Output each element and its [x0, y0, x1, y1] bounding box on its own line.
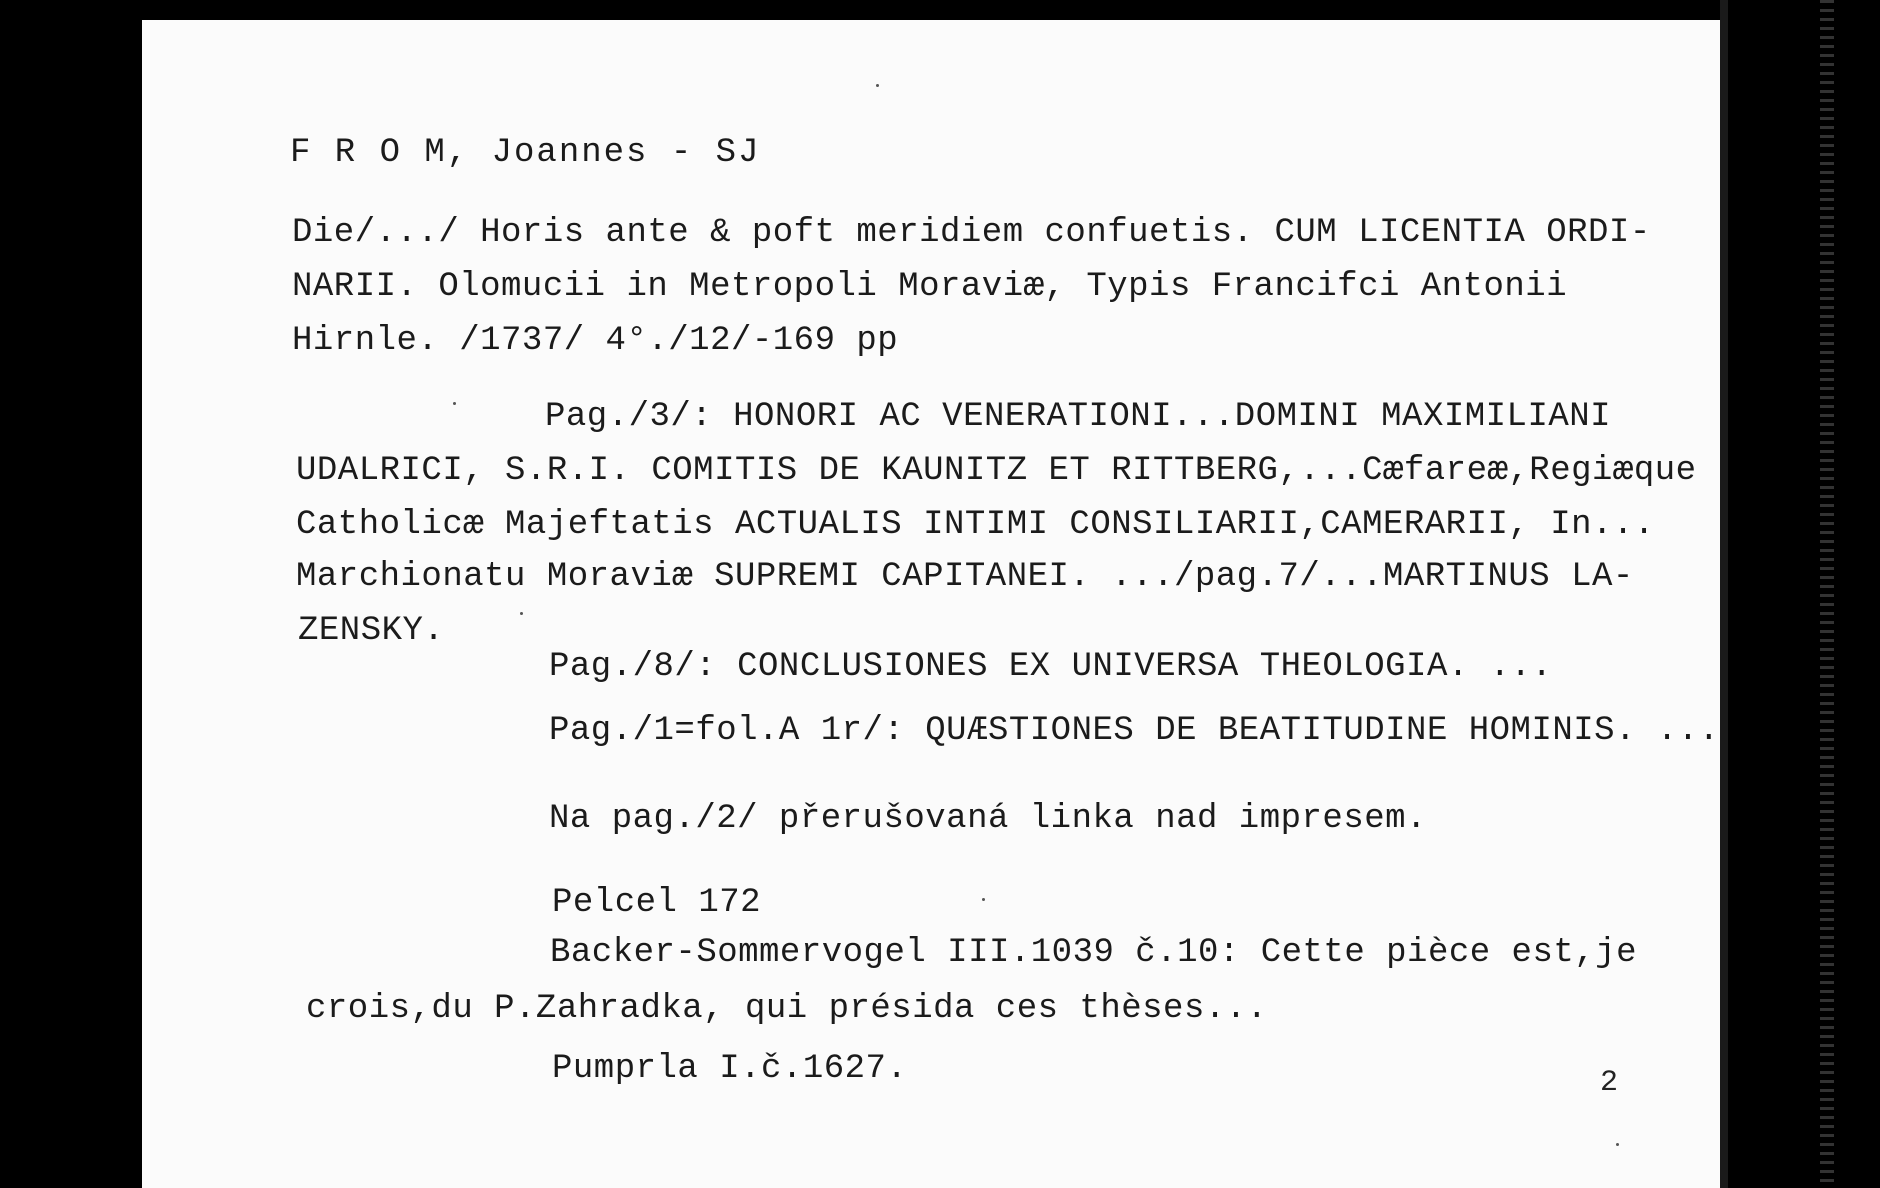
dust-speck	[520, 612, 523, 615]
dust-speck	[876, 84, 879, 87]
reference-pumprla: Pumprla I.č.1627.	[552, 1050, 908, 1088]
dust-speck	[982, 898, 985, 901]
note-line: UDALRICI, S.R.I. COMITIS DE KAUNITZ ET RITTBERG,...Cæfareæ,Regiæque	[296, 452, 1697, 490]
dust-speck	[1616, 1143, 1619, 1146]
dust-speck	[453, 402, 456, 405]
title-line: Hirnle. /1737/ 4°./12/-169 pp	[292, 322, 899, 360]
scan-artifact	[1820, 0, 1834, 1188]
page-number: 2	[1600, 1066, 1619, 1100]
note-fol-a: Pag./1=fol.A 1r/: QUÆSTIONES DE BEATITUDINE HOMINIS. ...	[549, 712, 1720, 750]
reference-pelcel: Pelcel 172	[552, 884, 762, 922]
note-pag2: Na pag./2/ přerušovaná linka nad impresem.	[549, 800, 1427, 838]
reference-backer: crois,du P.Zahradka, qui présida ces thèses...	[306, 990, 1268, 1028]
title-line: Die/.../ Horis ante & poft meridiem confuetis. CUM LICENTIA ORDI-	[292, 214, 1651, 252]
card-edge	[1720, 0, 1728, 1188]
note-page8: Pag./8/: CONCLUSIONES EX UNIVERSA THEOLOGIA. ...	[549, 648, 1553, 686]
note-line: Marchionatu Moraviæ SUPREMI CAPITANEI. .../pag.7/...MARTINUS LA-	[296, 558, 1634, 596]
title-line: NARII. Olomucii in Metropoli Moraviæ, Typis Francifci Antonii	[292, 268, 1568, 306]
reference-backer: Backer-Sommervogel III.1039 č.10: Cette pièce est,je	[550, 934, 1637, 972]
author-heading: F R O M, Joannes - SJ	[290, 134, 761, 172]
note-line: ZENSKY.	[298, 612, 445, 650]
note-line: Catholicæ Majeftatis ACTUALIS INTIMI CONSILIARII,CAMERARII, In...	[296, 506, 1655, 544]
note-line: Pag./3/: HONORI AC VENERATIONI...DOMINI MAXIMILIANI	[545, 398, 1612, 436]
